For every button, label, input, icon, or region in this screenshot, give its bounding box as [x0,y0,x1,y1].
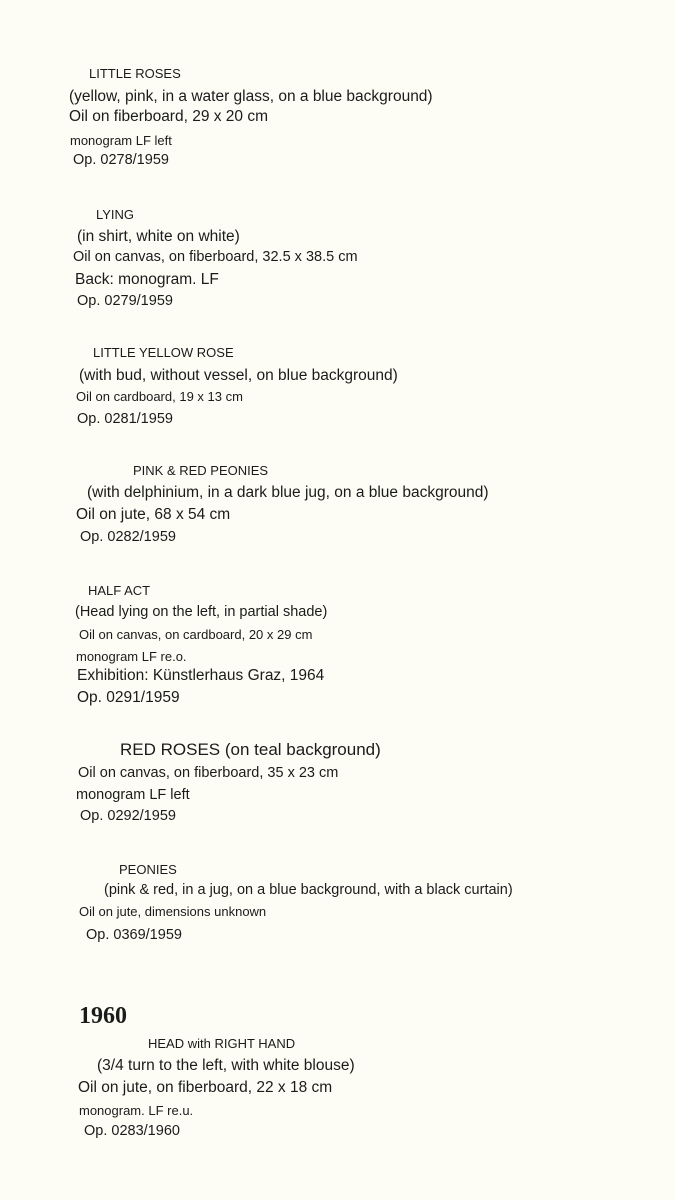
entry-description: (pink & red, in a jug, on a blue background, with a black curtain) [104,882,513,898]
entry-title: PINK & RED PEONIES [133,463,269,478]
entry-description: (3/4 turn to the left, with white blouse) [97,1057,355,1074]
entry-signature: monogram. LF re.u. [79,1103,194,1118]
entry-exhibition: Exhibition: Künstlerhaus Graz, 1964 [77,667,325,684]
year-heading: 1960 [79,1003,127,1029]
entry-opus-number: Op. 0282/1959 [80,529,176,545]
entry-medium: Oil on jute, on fiberboard, 22 x 18 cm [78,1079,333,1096]
entry-description: (with delphinium, in a dark blue jug, on a blue background) [87,484,489,501]
entry-title: LITTLE YELLOW ROSE [93,345,234,360]
entry-title: PEONIES [119,862,177,877]
entry-title: RED ROSES (on teal background) [120,740,381,759]
entry-opus-number: Op. 0283/1960 [84,1123,180,1139]
entry-medium: Oil on canvas, on fiberboard, 32.5 x 38.5 cm [73,249,358,265]
entry-signature: monogram LF left [70,133,172,148]
entry-opus-number: Op. 0278/1959 [73,152,169,168]
entry-medium: Oil on canvas, on cardboard, 20 x 29 cm [79,627,313,642]
entry-title: LYING [96,207,135,222]
entry-signature: monogram LF left [76,787,190,803]
entry-opus-number: Op. 0291/1959 [77,689,180,706]
entry-opus-number: Op. 0279/1959 [77,293,173,309]
entry-medium: Oil on cardboard, 19 x 13 cm [76,389,243,404]
entry-signature: monogram LF re.o. [76,649,187,664]
entry-description: (with bud, without vessel, on blue background) [79,367,398,384]
entry-medium: Oil on jute, 68 x 54 cm [76,506,231,523]
entry-opus-number: Op. 0292/1959 [80,808,176,824]
entry-title: HALF ACT [88,583,151,598]
entry-title: HEAD with RIGHT HAND [148,1036,296,1051]
entry-medium: Oil on jute, dimensions unknown [79,904,267,919]
entry-signature: Back: monogram. LF [75,271,219,288]
entry-title: LITTLE ROSES [89,66,181,81]
entry-medium: Oil on fiberboard, 29 x 20 cm [69,108,269,125]
entry-medium: Oil on canvas, on fiberboard, 35 x 23 cm [78,765,339,781]
entry-opus-number: Op. 0281/1959 [77,411,173,427]
entry-description: (Head lying on the left, in partial shade) [75,604,328,620]
entry-opus-number: Op. 0369/1959 [86,927,182,943]
entry-description: (yellow, pink, in a water glass, on a blue background) [69,88,433,105]
entry-description: (in shirt, white on white) [77,228,240,245]
